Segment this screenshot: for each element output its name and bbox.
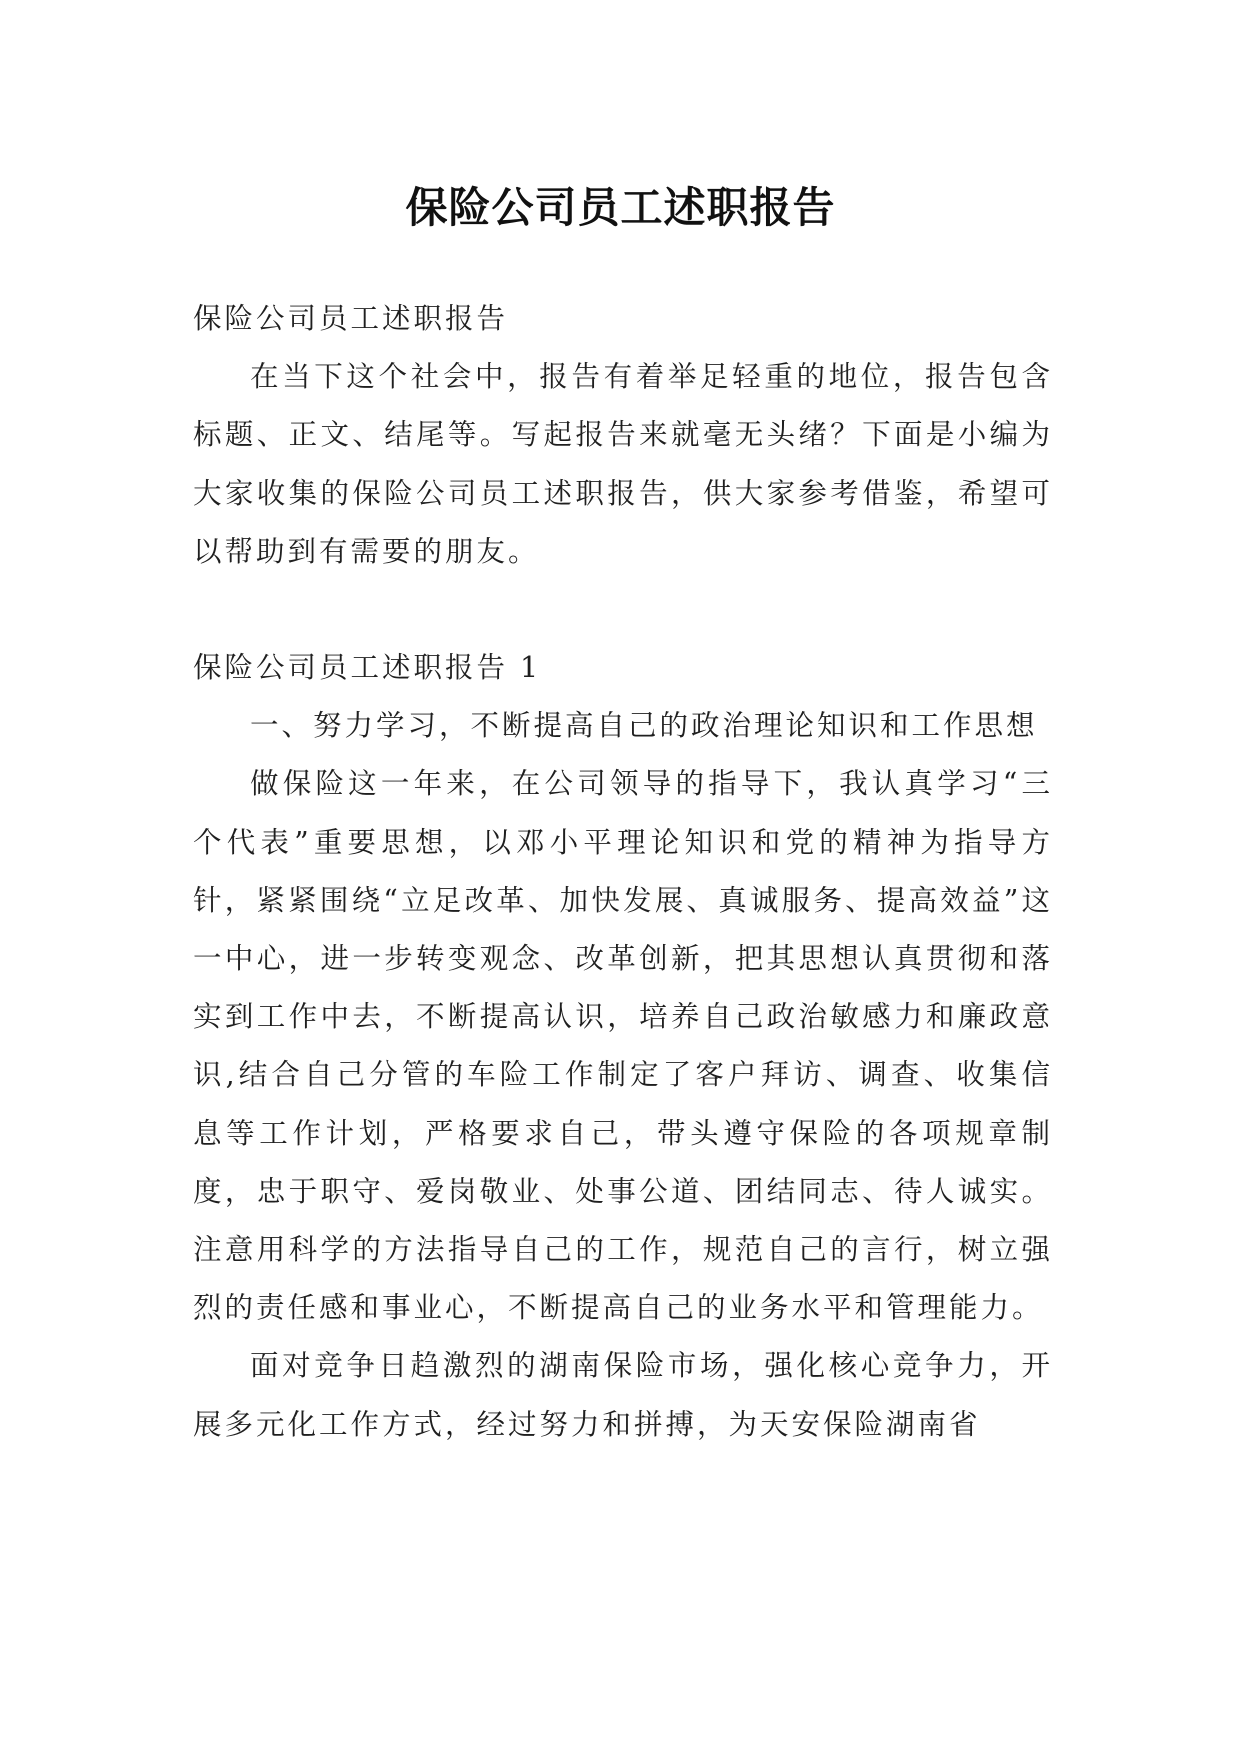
section-1-paragraph-1: 做保险这一年来，在公司领导的指导下，我认真学习“三个代表”重要思想，以邓小平理论知识和党的精神为指导方针，紧紧围绕“立足改革、加快发展、真诚服务、提高效益”这一中心，进一步转变观念、改革创新，把其思想认真贯彻和落实到工作中去，不断提高认识，培养自己政治敏感力和廉政意识,结合自己分管的车险工作制定了客户拜访、调查、收集信息等工作计划，严格要求自己，带头遵守保险的各项规章制度，忠于职守、爱岗敬业、处事公道、团结同志、待人诚实。注意用科学的方法指导自己的工作，规范自己的言行，树立强烈的责任感和事业心，不断提高自己的业务水平和管理能力。	[193, 767, 1053, 1325]
section-1-heading: 保险公司员工述职报告 1	[193, 651, 542, 685]
section-1-paragraph-2: 面对竞争日趋激烈的湖南保险市场，强化核心竞争力，开展多元化工作方式，经过努力和拼搏，为天安保险湖南省	[193, 1349, 1053, 1441]
intro-heading: 保险公司员工述职报告	[193, 302, 509, 335]
section-1-subheading: 一、努力学习，不断提高自己的政治理论知识和工作思想	[250, 709, 1038, 743]
document-title: 保险公司员工述职报告	[405, 183, 836, 233]
intro-paragraph: 在当下这个社会中，报告有着举足轻重的地位，报告包含标题、正文、结尾等。写起报告来就毫无头绪？下面是小编为大家收集的保险公司员工述职报告，供大家参考借鉴，希望可以帮助到有需要的朋友。	[193, 360, 1053, 568]
section-gap	[193, 581, 1053, 639]
document-body	[193, 290, 1053, 1454]
